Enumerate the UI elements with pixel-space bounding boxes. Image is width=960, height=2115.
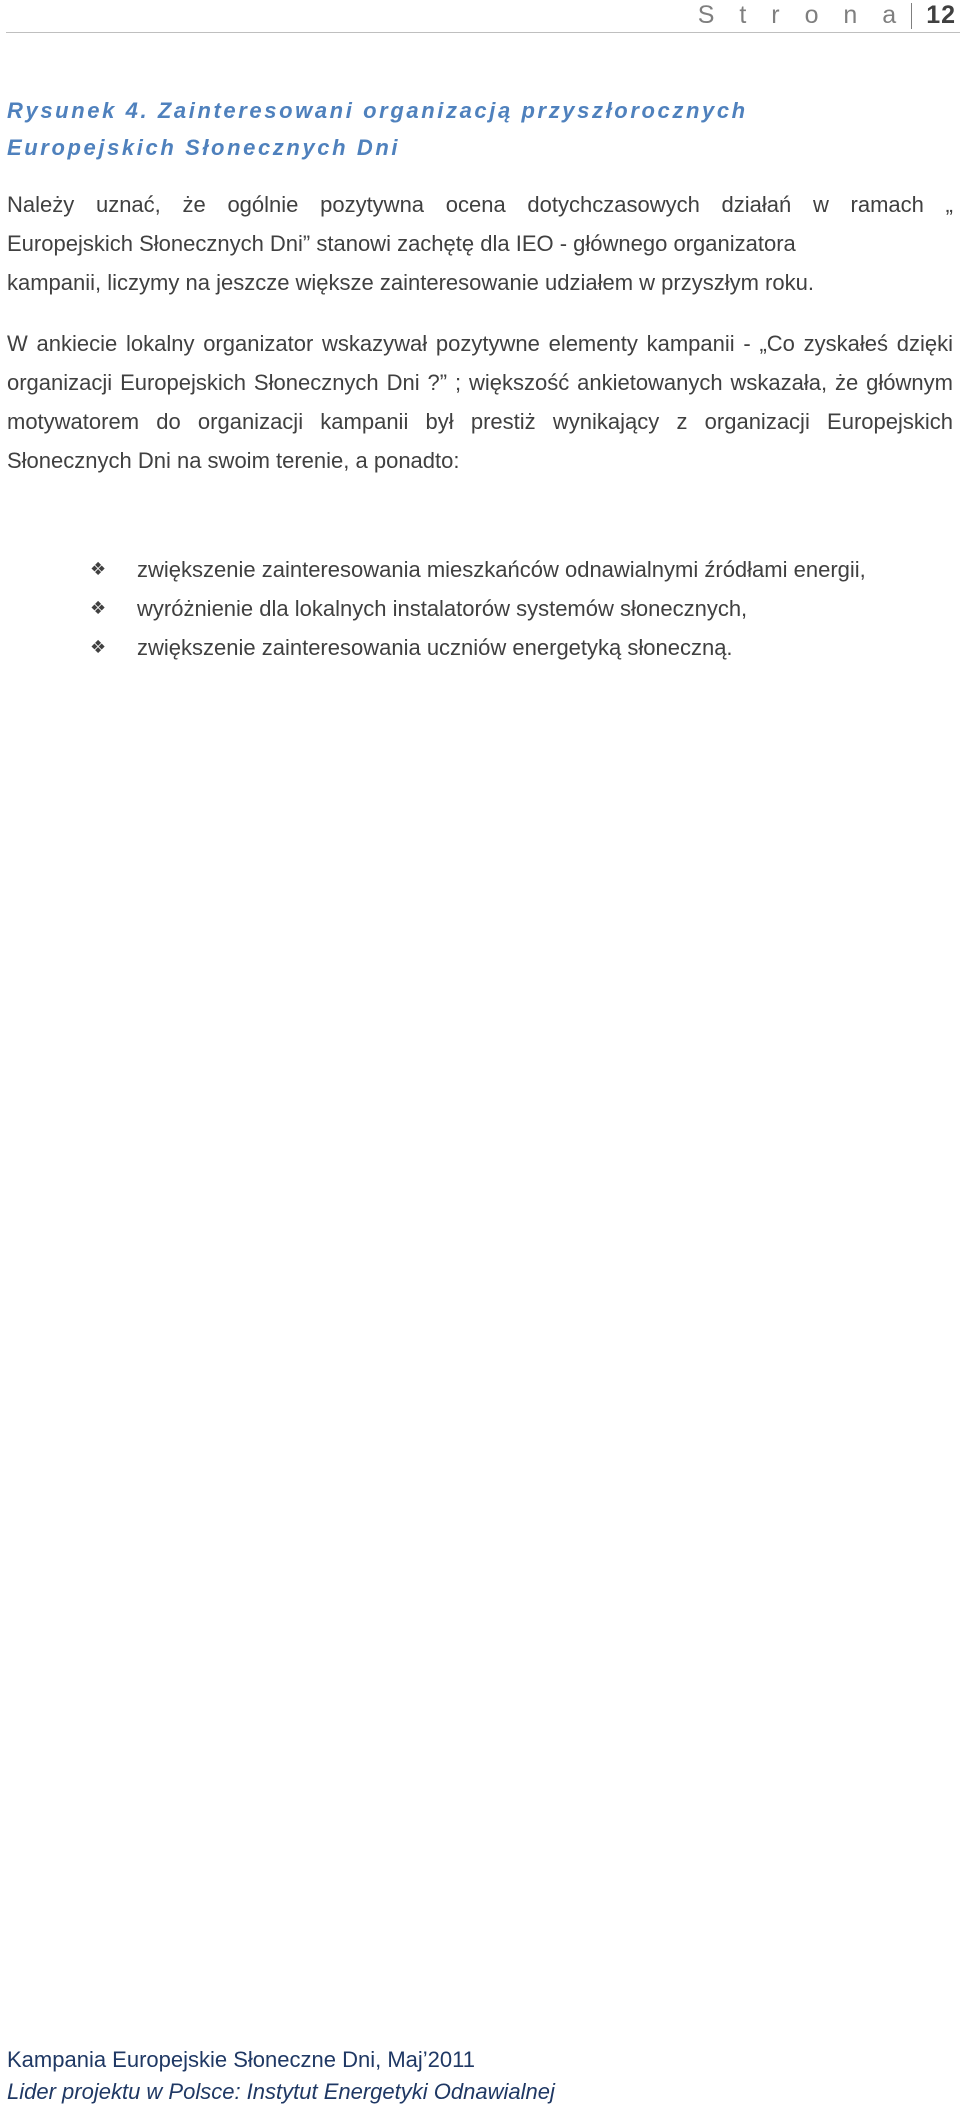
- word: uznać,: [95, 192, 161, 217]
- page-number-block: [698, 1, 956, 30]
- list-item-text: zwiększenie zainteresowania mieszkańców odnawialnymi źródłami energii,: [137, 557, 866, 582]
- word: że: [182, 192, 206, 217]
- word: ocena: [445, 192, 506, 217]
- page-number: 12: [926, 1, 956, 29]
- word: ramach: [850, 192, 924, 217]
- word: „: [945, 192, 953, 217]
- word: dotychczasowych: [527, 192, 700, 217]
- caption-line-2: Europejskich Słonecznych Dni: [7, 135, 401, 160]
- word: działań: [721, 192, 792, 217]
- caption-line-1: Rysunek 4. Zainteresowani organizacją przyszłorocznych: [7, 98, 748, 123]
- list-item-text: wyróżnienie dla lokalnych instalatorów systemów słonecznych,: [137, 596, 748, 621]
- list-item-text: zwiększenie zainteresowania uczniów energetyką słoneczną.: [137, 635, 733, 660]
- page-label: S t r o n a: [697, 1, 906, 29]
- paragraph-1-line-1: [7, 185, 953, 224]
- list-item: [90, 628, 950, 667]
- diamond-bullet-icon: ❖: [90, 598, 107, 618]
- list-item: [90, 550, 950, 589]
- paragraph-1-line-3: kampanii, liczymy na jeszcze większe zainteresowanie udziałem w przyszłym roku.: [7, 270, 814, 295]
- page-header: [6, 0, 960, 33]
- figure-caption: [7, 92, 953, 166]
- footer-project-lead: Lider projektu w Polsce: Instytut Energetyki Odnawialnej: [7, 2079, 555, 2104]
- bullet-list: [90, 550, 950, 667]
- list-item: [90, 589, 950, 628]
- page-footer: [7, 2044, 555, 2108]
- word: pozytywna: [320, 192, 425, 217]
- diamond-bullet-icon: ❖: [90, 559, 107, 579]
- word: ogólnie: [227, 192, 299, 217]
- paragraph-2: W ankiecie lokalny organizator wskazywał pozytywne elementy kampanii - „Co zyskałeś dzięki organizacji Europejskich Słonecznych Dni ?” ; większość ankietowanych wskazała, że głównym motywatorem do organizacji kampanii był prestiż wynikający z organizacji Europejskich Słonecznych Dni na swoim terenie, a ponadto:: [7, 331, 953, 473]
- footer-campaign: Kampania Europejskie Słoneczne Dni, Maj’2011: [7, 2047, 475, 2072]
- page-number-separator: [911, 3, 912, 29]
- paragraph-1-line-2: Europejskich Słonecznych Dni” stanowi zachętę dla IEO - głównego organizatora: [7, 231, 796, 256]
- paragraph-1: [7, 185, 953, 302]
- word: w: [812, 192, 829, 217]
- diamond-bullet-icon: ❖: [90, 637, 107, 657]
- word: Należy: [7, 192, 75, 217]
